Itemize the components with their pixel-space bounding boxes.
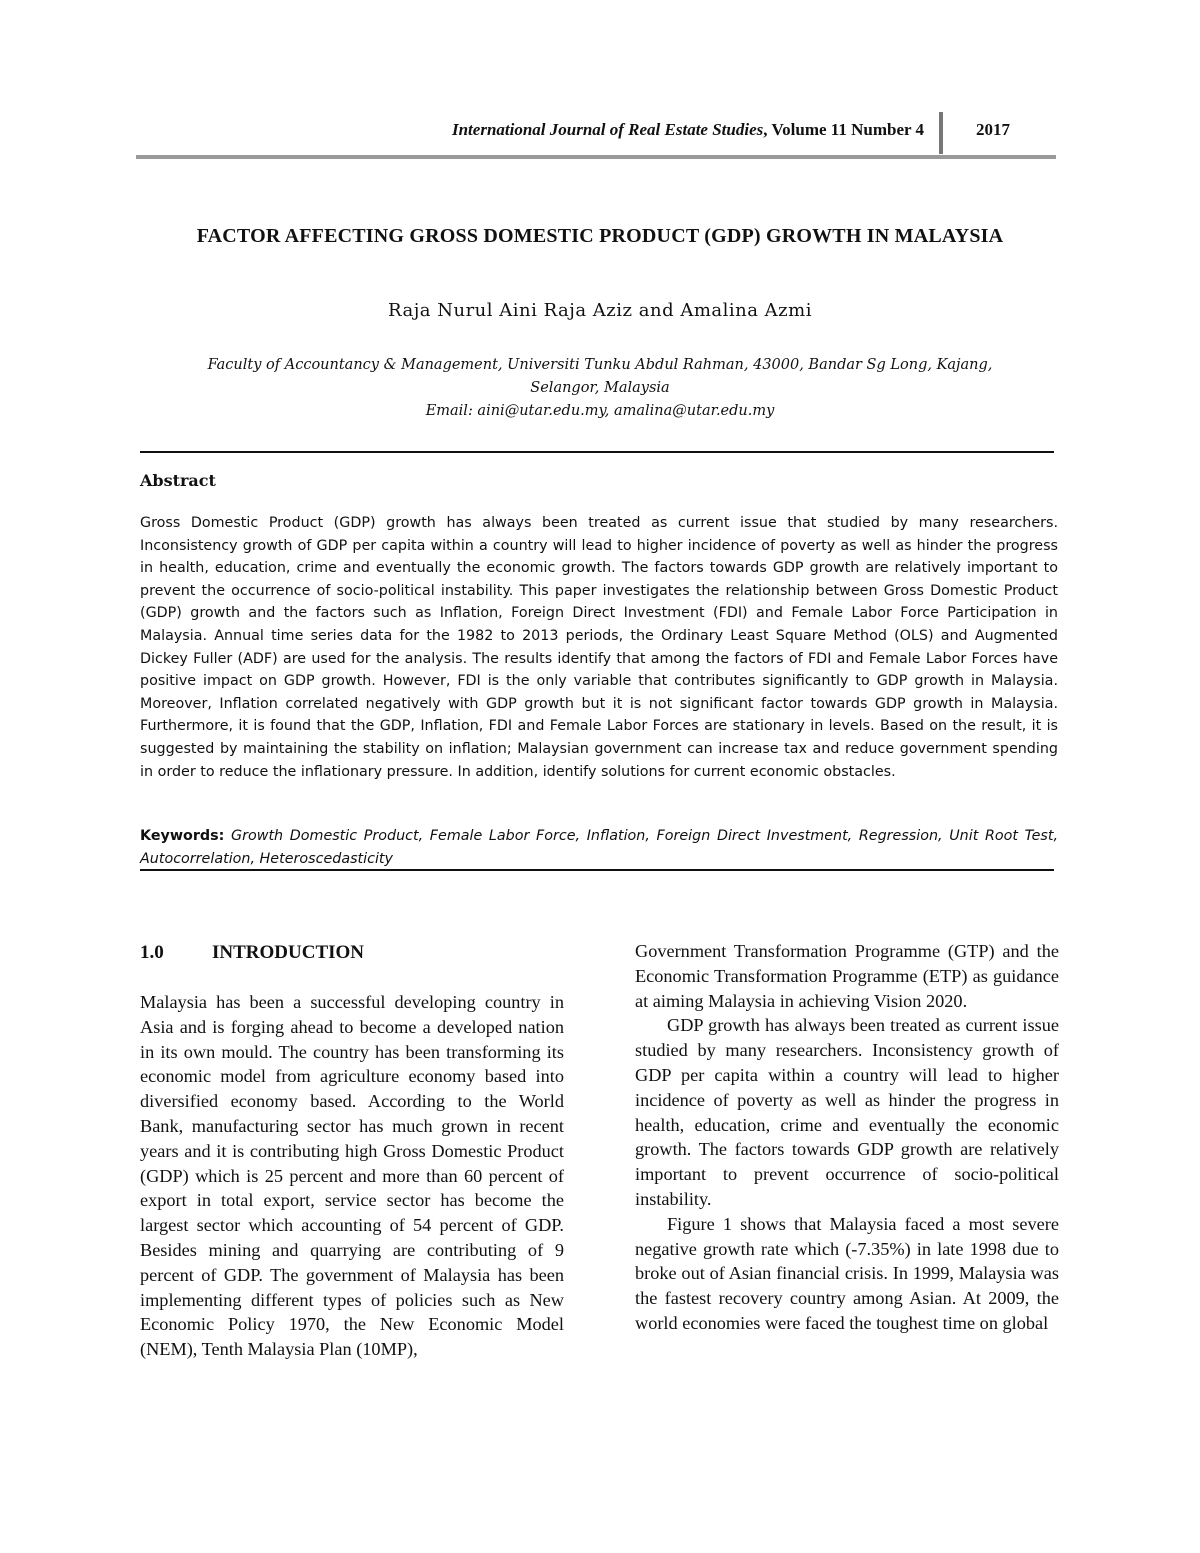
abstract-heading: Abstract xyxy=(140,471,216,490)
running-header xyxy=(136,116,1056,146)
left-column xyxy=(140,990,564,1362)
intro-paragraph-3: Figure 1 shows that Malaysia faced a most severe negative growth rate which (-7.35%) in late 1998 due to broke out of Asian financial crisis. In 1999, Malaysia was the fastest recovery country among Asian. At 2009, the world economies were faced the toughest time on global xyxy=(635,1213,1059,1333)
intro-paragraph-1: Malaysia has been a successful developing country in Asia and is forging ahead to become a developed nation in its own mould. The country has been transforming its economic model from agriculture economy based into diversified economy based. According to the World Bank, manufacturing sector has much grown in recent years and it is contributing high Gross Domestic Product (GDP) which is 25 percent and more than 60 percent of export in total export, service sector has become the largest sector which accounting of 54 percent of GDP. Besides mining and quarrying are contributing of 9 percent of GDP. The government of Malaysia has been implementing different types of policies such as New Economic Policy 1970, the New Economic Model (NEM), Tenth Malaysia Plan (10MP), xyxy=(140,992,564,1360)
keywords-list: Growth Domestic Product, Female Labor Force, Inflation, Foreign Direct Investment, Regression, Unit Root Test, Autocorrelation, Heteroscedasticity xyxy=(140,828,1059,867)
header-rule xyxy=(136,155,1056,159)
journal-year: 2017 xyxy=(976,120,1010,139)
affiliation-line-2: Selangor, Malaysia xyxy=(530,380,670,396)
journal-name: International Journal of Real Estate Studies xyxy=(451,120,764,139)
abstract-bottom-rule xyxy=(140,869,1054,871)
intro-paragraph-1-cont: Government Transformation Programme (GTP) and the Economic Transformation Programme (ETP) as guidance at aiming Malaysia in achieving Vision 2020. xyxy=(635,941,1059,1011)
header-divider xyxy=(939,112,943,154)
keywords-label: Keywords: xyxy=(140,828,225,844)
journal-volume: , Volume 11 Number 4 xyxy=(763,120,924,139)
right-column xyxy=(635,939,1059,1336)
paper-authors: Raja Nurul Aini Raja Aziz and Amalina Azmi xyxy=(388,300,812,321)
journal-citation xyxy=(452,120,924,140)
section-title: INTRODUCTION xyxy=(212,942,365,963)
affiliation-line-1: Faculty of Accountancy & Management, Universiti Tunku Abdul Rahman, 43000, Bandar Sg Long, Kajang, xyxy=(207,357,993,373)
paper-title: FACTOR AFFECTING GROSS DOMESTIC PRODUCT (GDP) GROWTH IN MALAYSIA xyxy=(196,225,1004,247)
author-email: Email: aini@utar.edu.my, amalina@utar.edu.my xyxy=(425,403,775,419)
abstract-text: Gross Domestic Product (GDP) growth has always been treated as current issue that studied by many researchers. Inconsistency growth of GDP per capita within a country will lead to higher incidence of poverty as well as hinder the progress in health, education, crime and eventually the economic growth. The factors towards GDP growth are relatively important to prevent the occurrence of socio-political instability. This paper investigates the relationship between Gross Domestic Product (GDP) growth and the factors such as Inflation, Foreign Direct Investment (FDI) and Female Labor Force Participation in Malaysia. Annual time series data for the 1982 to 2013 periods, the Ordinary Least Square Method (OLS) and Augmented Dickey Fuller (ADF) are used for the analysis. The results identify that among the factors of FDI and Female Labor Forces have positive impact on GDP growth. However, FDI is the only variable that contributes significantly to GDP growth in Malaysia. Moreover, Inflation correlated negatively with GDP growth but it is not significant factor towards GDP growth in Malaysia. Furthermore, it is found that the GDP, Inflation, FDI and Female Labor Forces are stationary in levels. Based on the result, it is suggested by maintaining the stability on inflation; Malaysian government can increase tax and reduce government spending in order to reduce the inflationary pressure. In addition, identify solutions for current economic obstacles. xyxy=(140,515,1058,780)
section-number: 1.0 xyxy=(140,942,164,963)
intro-paragraph-2: GDP growth has always been treated as current issue studied by many researchers. Inconsistency growth of GDP per capita within a country will lead to higher incidence of poverty as well as hinder the progress in health, education, crime and eventually the economic growth. The factors towards GDP growth are relatively important to prevent occurrence of socio-political instability. xyxy=(635,1015,1059,1209)
section-heading xyxy=(140,942,364,964)
keywords xyxy=(140,825,1058,870)
author-affiliation xyxy=(150,354,1050,423)
abstract-top-rule xyxy=(140,451,1054,453)
